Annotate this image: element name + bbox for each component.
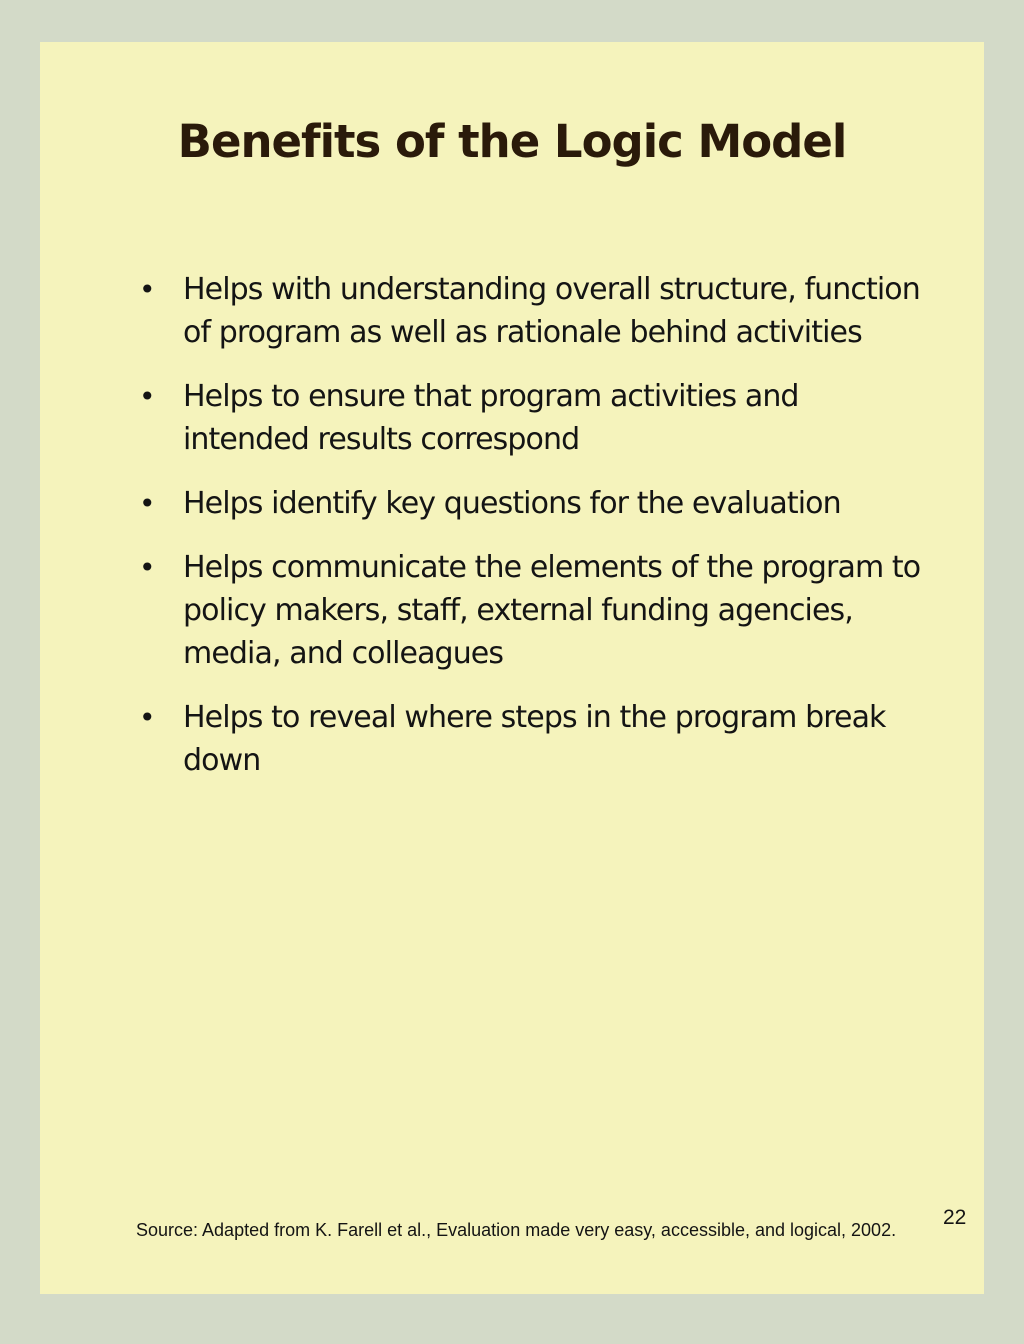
bullet-text: Helps communicate the elements of the program to policy makers, staff, external funding agencies, media, and colleagues [183,550,921,671]
bullet-icon: • [139,273,155,306]
bullet-item [130,375,930,461]
bullet-text: Helps identify key questions for the evaluation [183,486,841,521]
bullet-item [130,546,930,675]
slide-title: Benefits of the Logic Model [177,115,847,168]
bullet-text: Helps to reveal where steps in the program break down [183,700,886,778]
bullet-item [130,696,930,782]
bullet-icon: • [139,701,155,734]
bullet-text: Helps to ensure that program activities and intended results correspond [183,379,799,457]
bullet-list [130,268,930,803]
bullet-icon: • [139,551,155,584]
source-citation: Source: Adapted from K. Farell et al., Evaluation made very easy, accessible, and logical, 2002. [136,1220,897,1240]
bullet-item [130,482,930,525]
bullet-item [130,268,930,354]
bullet-icon: • [139,380,155,413]
bullet-icon: • [139,487,155,520]
page-number: 22 [943,1206,967,1229]
bullet-text: Helps with understanding overall structure, function of program as well as rationale behind activities [183,272,920,350]
